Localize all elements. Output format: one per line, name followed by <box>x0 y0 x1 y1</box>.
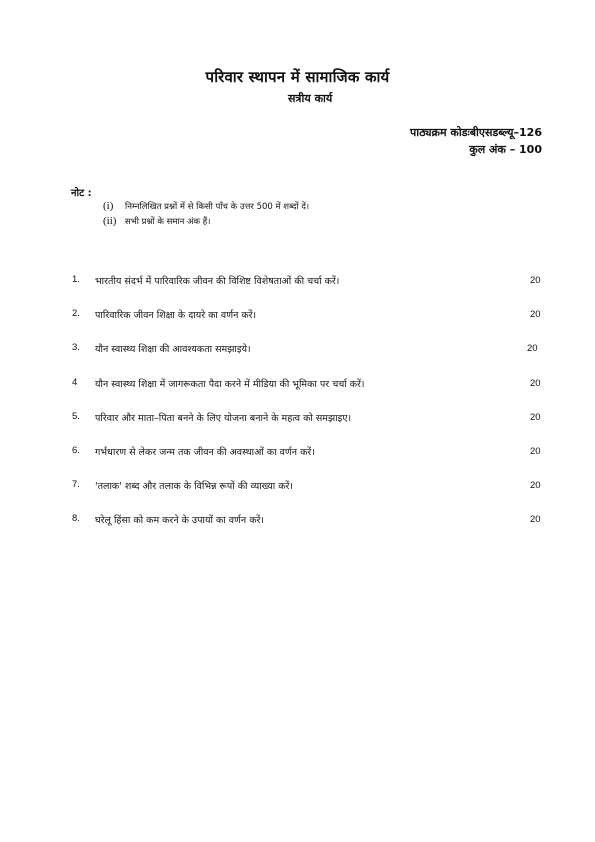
question-marks: 20 <box>530 411 541 423</box>
note-list <box>103 199 309 229</box>
question-text: 'तलाक' शब्द और तलाक के विभिन्न रूपों की व्याख्या करें। <box>95 481 294 493</box>
question-item <box>72 377 547 411</box>
question-list <box>72 274 547 548</box>
note-item <box>103 199 309 214</box>
question-text: यौन स्वास्थ्य शिक्षा में जागरूकता पैदा करने में मीडिया की भूमिका पर चर्चा करें। <box>95 378 365 390</box>
question-marks: 20 <box>530 377 541 389</box>
note-label: नोट : <box>71 188 92 199</box>
question-item <box>72 274 547 308</box>
question-number: 7. <box>72 479 80 491</box>
question-item <box>72 308 547 342</box>
question-text: परिवार और माता–पिता बनने के लिए योजना बनाने के महत्व को समझाइए। <box>95 412 352 424</box>
question-number: 5. <box>72 410 80 422</box>
question-item <box>72 445 547 479</box>
question-marks: 20 <box>530 275 541 286</box>
note-item-text: निम्नलिखित प्रश्नों में से किसी पाँच के उत्तर 500 में शब्दों दें। <box>125 202 310 212</box>
question-text: गर्भधारण से लेकर जन्म तक जीवन की अवस्थाओं का वर्णन करें। <box>95 446 315 458</box>
page-subtitle: सत्रीय कार्य <box>288 92 333 105</box>
question-text: भारतीय संदर्भ में पारिवारिक जीवन की विशिष्ट विशेषताओं की चर्चा करें। <box>95 276 340 287</box>
question-marks: 20 <box>527 343 538 355</box>
question-item <box>72 513 547 547</box>
note-item-text: सभी प्रश्नों के समान अंक हैं। <box>125 217 211 227</box>
page-title: परिवार स्थापन में सामाजिक कार्य <box>205 68 390 86</box>
total-marks: कुल अंक – 100 <box>469 143 542 156</box>
question-marks: 20 <box>530 480 541 492</box>
question-number: 8. <box>72 513 80 525</box>
course-code: पाठ्यक्रम कोडःबीएसडब्ल्यू–126 <box>410 126 542 139</box>
question-text: घरेलू हिंसा को कम करने के उपायों का वर्णन करें। <box>95 515 264 527</box>
question-number: 4 <box>72 376 78 388</box>
note-item-number: (i) <box>103 200 114 212</box>
question-marks: 20 <box>530 309 541 321</box>
question-marks: 20 <box>530 445 541 457</box>
question-item <box>72 411 547 445</box>
question-item <box>72 479 547 513</box>
question-text: पारिवारिक जीवन शिक्षा के दायरे का वर्णन करें। <box>95 310 257 322</box>
note-item <box>103 214 309 229</box>
question-number: 1. <box>72 274 80 285</box>
question-item <box>72 342 547 376</box>
question-number: 6. <box>72 444 80 456</box>
note-item-number: (ii) <box>103 215 117 227</box>
course-meta <box>410 124 542 158</box>
question-text: यौन स्वास्थ्य शिक्षा की आवश्यकता समझाइये। <box>95 344 251 356</box>
question-number: 2. <box>72 308 80 320</box>
question-marks: 20 <box>530 514 541 526</box>
question-number: 3. <box>72 342 80 354</box>
